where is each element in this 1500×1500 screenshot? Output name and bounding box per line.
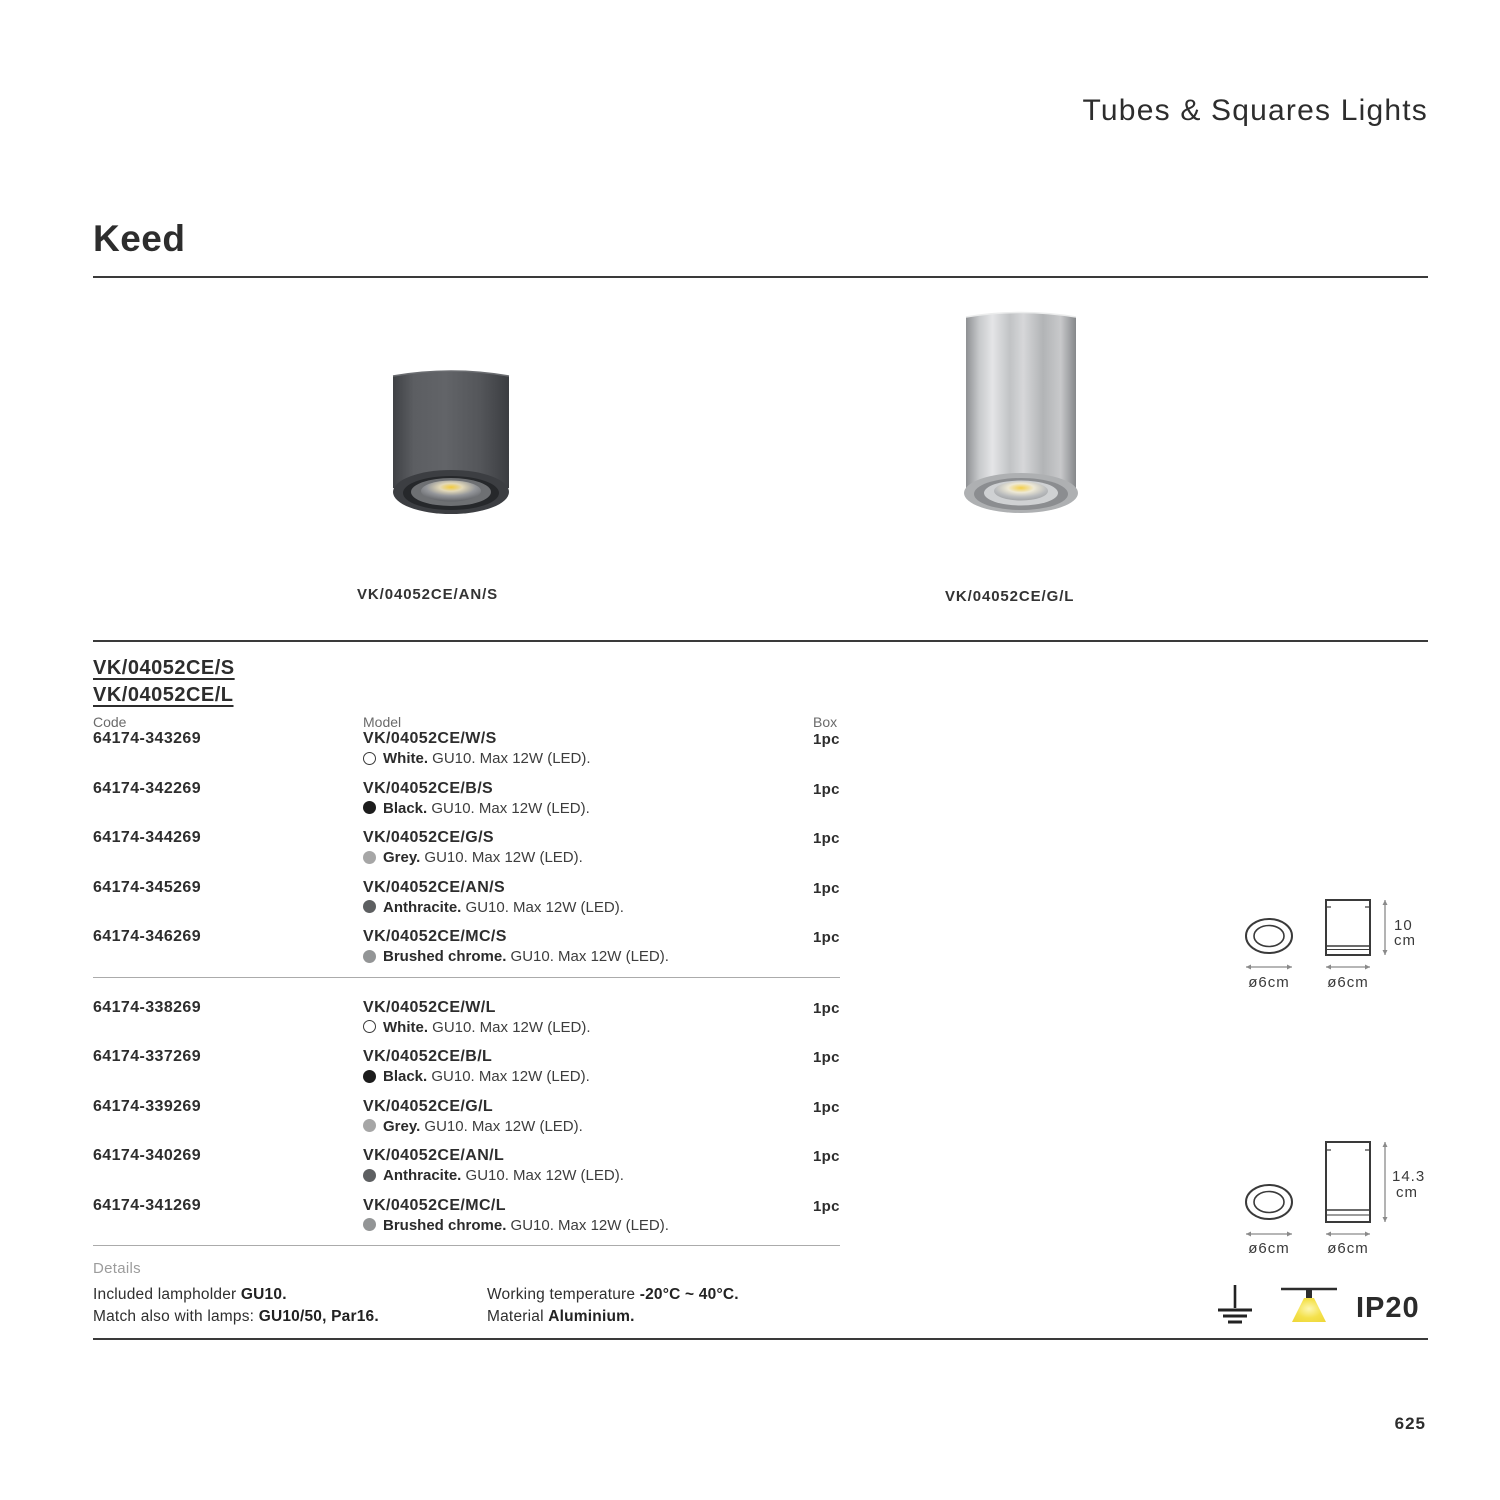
grey-color-dot <box>363 851 376 864</box>
divider <box>93 640 1428 642</box>
table-group-long <box>93 998 853 1246</box>
product-caption: VK/04052CE/AN/S <box>357 586 499 603</box>
product-model: VK/04052CE/AN/S <box>363 878 506 896</box>
spec-text: GU10. Max 12W (LED). <box>428 750 591 767</box>
height-value: 14.3 <box>1392 1168 1426 1185</box>
product-code: 64174-341269 <box>93 1196 202 1214</box>
divider <box>93 276 1428 278</box>
color-name: Brushed chrome. <box>383 1216 507 1234</box>
details-label: Details <box>93 1260 141 1277</box>
side-diameter-label: ø6cm <box>1327 974 1369 991</box>
dimension-diagram-long <box>1236 1134 1442 1258</box>
box-quantity: 1pc <box>813 1049 840 1066</box>
anthracite-color-dot <box>363 900 376 913</box>
dimension-diagram-short <box>1236 890 1442 992</box>
product-code: 64174-343269 <box>93 730 202 747</box>
product-photo-anthracite-short <box>388 360 514 540</box>
product-description <box>363 750 591 767</box>
spec-text: GU10. Max 12W (LED). <box>427 799 590 817</box>
spec-text: GU10. Max 12W (LED). <box>420 849 583 866</box>
top-view-outline <box>1246 919 1292 953</box>
product-model: VK/04052CE/MC/L <box>363 1196 506 1214</box>
spec-line <box>487 1306 739 1328</box>
chrome-color-dot <box>363 1218 376 1231</box>
product-code: 64174-342269 <box>93 779 202 797</box>
spec-value: GU10/50, Par16. <box>258 1308 379 1325</box>
box-quantity: 1pc <box>813 1098 840 1116</box>
box-quantity: 1pc <box>813 879 840 897</box>
product-description <box>363 849 583 866</box>
white-color-dot <box>363 1020 376 1033</box>
product-description <box>363 1167 624 1184</box>
product-model: VK/04052CE/W/S <box>363 730 497 747</box>
product-description <box>363 1217 669 1234</box>
page-number: 625 <box>1394 1414 1426 1433</box>
white-color-dot <box>363 752 376 765</box>
product-model: VK/04052CE/B/S <box>363 779 494 797</box>
product-description <box>363 899 624 916</box>
family-code: VK/04052CE/L <box>93 684 234 706</box>
product-model: VK/04052CE/B/L <box>363 1048 493 1065</box>
color-name: Grey. <box>383 849 421 866</box>
product-family-title: Keed <box>93 218 186 259</box>
spec-line <box>93 1306 379 1328</box>
height-unit: cm <box>1394 932 1416 949</box>
color-name: Grey. <box>383 1117 421 1135</box>
product-photo-grey-tall <box>958 303 1084 525</box>
product-model: VK/04052CE/G/L <box>363 1097 494 1115</box>
color-name: Anthracite. <box>383 1167 462 1184</box>
box-quantity: 1pc <box>813 1197 840 1215</box>
table-row <box>93 729 853 779</box>
table-header <box>93 714 853 729</box>
box-quantity: 1pc <box>813 830 840 847</box>
chrome-color-dot <box>363 950 376 963</box>
color-name: White. <box>383 1018 428 1036</box>
group-divider <box>93 977 840 978</box>
table-row <box>93 1146 853 1196</box>
product-code: 64174-345269 <box>93 878 202 896</box>
product-code: 64174-340269 <box>93 1147 202 1164</box>
black-color-dot <box>363 801 376 814</box>
spec-text: Match also with lamps: <box>93 1308 259 1325</box>
color-name: Anthracite. <box>383 898 462 916</box>
family-code: VK/04052CE/S <box>93 657 235 679</box>
column-header-box: Box <box>813 714 838 730</box>
details-right-column <box>487 1284 739 1328</box>
product-code: 64174-338269 <box>93 998 202 1016</box>
product-model: VK/04052CE/W/L <box>363 998 496 1016</box>
color-name: Brushed chrome. <box>383 948 507 965</box>
product-description <box>363 1019 591 1036</box>
spec-text: GU10. Max 12W (LED). <box>461 898 624 916</box>
top-diameter-label: ø6cm <box>1248 974 1290 991</box>
table-row <box>93 878 853 928</box>
spec-text: GU10. Max 12W (LED). <box>420 1117 583 1135</box>
spec-text: Working temperature <box>487 1286 640 1303</box>
spec-value: -20°C ~ 40°C. <box>639 1286 739 1303</box>
product-model: VK/04052CE/MC/S <box>363 928 507 945</box>
color-name: Black. <box>383 799 428 817</box>
spec-text: GU10. Max 12W (LED). <box>506 1216 669 1234</box>
table-group-short <box>93 729 853 977</box>
height-value: 10 <box>1394 917 1413 934</box>
color-name: Black. <box>383 1068 428 1085</box>
color-name: White. <box>383 750 428 767</box>
column-header-code: Code <box>93 714 127 730</box>
product-code: 64174-339269 <box>93 1097 202 1115</box>
table-row <box>93 779 853 829</box>
product-description <box>363 800 590 817</box>
divider <box>93 1338 1428 1340</box>
table-row <box>93 1097 853 1147</box>
box-quantity: 1pc <box>813 780 840 798</box>
earth-ground-icon <box>1216 1283 1254 1327</box>
black-color-dot <box>363 1070 376 1083</box>
ip-rating-badge: IP20 <box>1356 1292 1420 1324</box>
top-diameter-label: ø6cm <box>1248 1240 1290 1257</box>
product-table <box>93 714 853 1266</box>
spec-text: Included lampholder <box>93 1286 241 1303</box>
product-description <box>363 948 669 965</box>
anthracite-color-dot <box>363 1169 376 1182</box>
product-description <box>363 1068 590 1085</box>
product-code: 64174-344269 <box>93 829 202 846</box>
group-divider <box>93 1245 840 1246</box>
product-description <box>363 1118 583 1135</box>
box-quantity: 1pc <box>813 1148 840 1165</box>
height-unit: cm <box>1396 1184 1418 1201</box>
spec-text: GU10. Max 12W (LED). <box>461 1167 624 1184</box>
spec-value: GU10. <box>240 1286 287 1303</box>
table-row <box>93 998 853 1048</box>
family-codes <box>93 655 235 709</box>
box-quantity: 1pc <box>813 731 840 748</box>
column-header-model: Model <box>363 714 402 730</box>
box-quantity: 1pc <box>813 999 840 1017</box>
page-title: Tubes & Squares Lights <box>1082 94 1428 127</box>
side-diameter-label: ø6cm <box>1327 1240 1369 1257</box>
product-model: VK/04052CE/AN/L <box>363 1147 505 1164</box>
box-quantity: 1pc <box>813 929 840 946</box>
spec-value: Aluminium. <box>548 1308 635 1325</box>
spec-line <box>487 1284 739 1306</box>
table-row <box>93 927 853 977</box>
product-model: VK/04052CE/G/S <box>363 829 494 846</box>
spec-line <box>93 1284 379 1306</box>
table-row <box>93 828 853 878</box>
table-row <box>93 1196 853 1246</box>
details-left-column <box>93 1284 379 1328</box>
product-code: 64174-346269 <box>93 928 202 945</box>
ceiling-light-icon <box>1280 1286 1338 1324</box>
side-view-outline <box>1326 900 1370 955</box>
product-code: 64174-337269 <box>93 1048 202 1065</box>
product-caption: VK/04052CE/G/L <box>945 588 1075 605</box>
spec-text: GU10. Max 12W (LED). <box>506 948 669 965</box>
spec-text: GU10. Max 12W (LED). <box>427 1068 590 1085</box>
spec-text: Material <box>487 1308 549 1325</box>
top-view-outline <box>1246 1185 1292 1219</box>
grey-color-dot <box>363 1119 376 1132</box>
table-row <box>93 1047 853 1097</box>
spec-text: GU10. Max 12W (LED). <box>428 1018 591 1036</box>
